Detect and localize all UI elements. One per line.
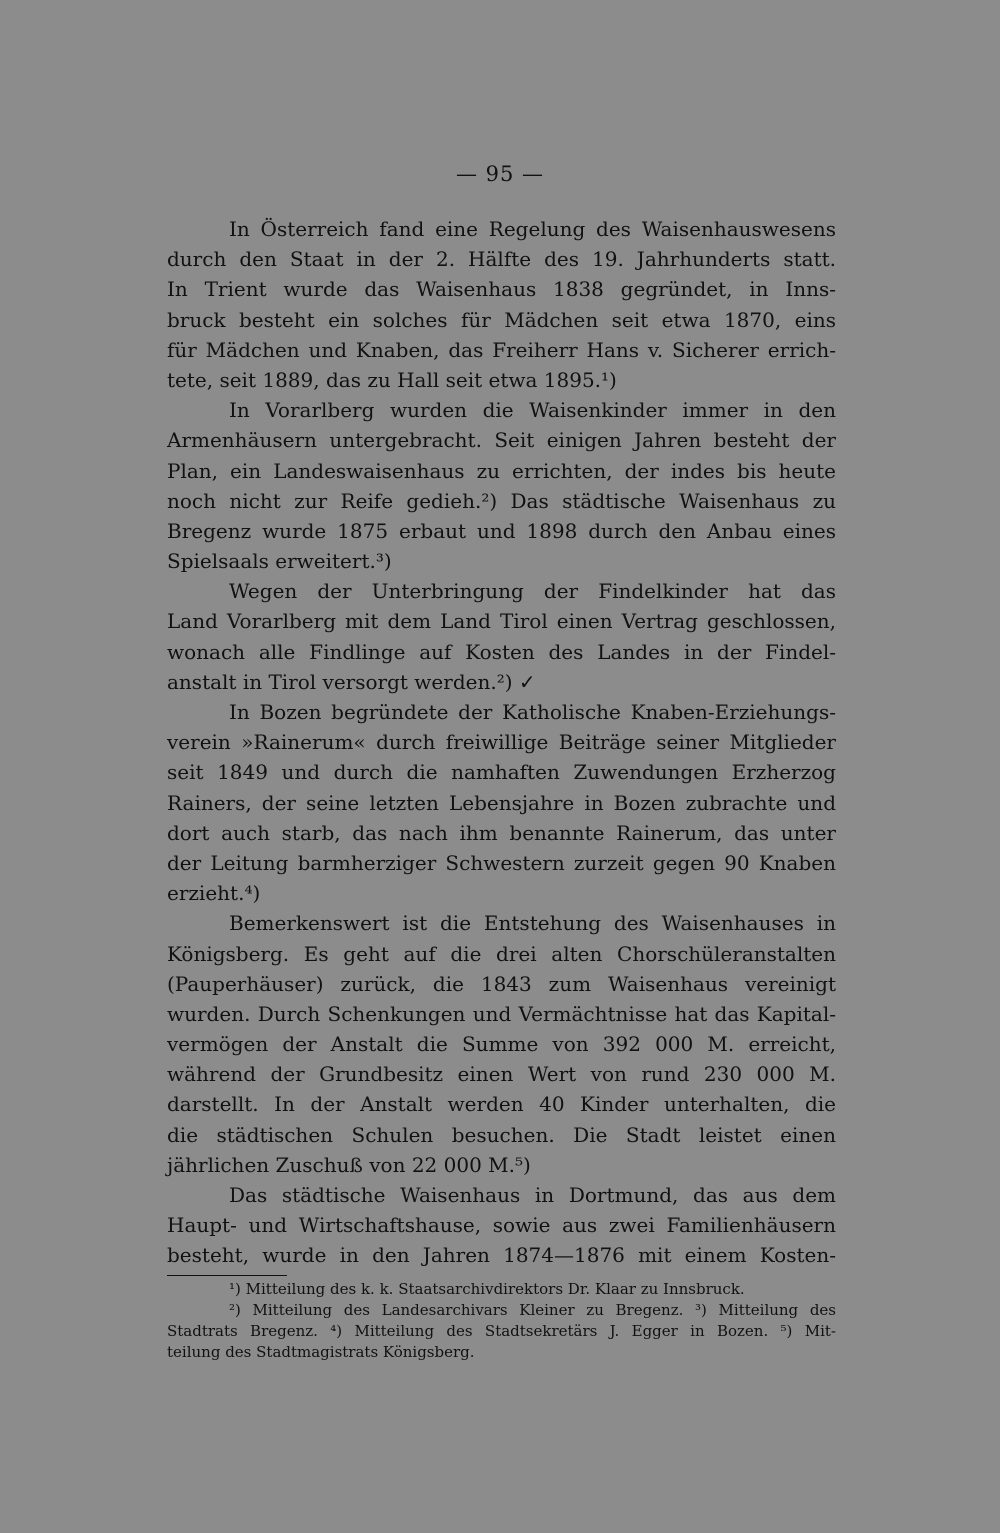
text-line: wonach alle Findlinge auf Kosten des Landes in der Findel- <box>167 639 836 664</box>
text-line: Bregenz wurde 1875 erbaut und 1898 durch den Anbau eines <box>167 518 836 543</box>
page-number: — 95 — <box>455 162 545 186</box>
text-line: die städtischen Schulen besuchen. Die Stadt leistet einen <box>167 1122 836 1147</box>
text-line: wurden. Durch Schenkungen und Vermächtnisse hat das Kapital- <box>167 1001 836 1026</box>
text-line: Haupt- und Wirtschaftshause, sowie aus zwei Familienhäusern <box>167 1213 836 1238</box>
footnote-line: teilung des Stadtmagistrats Königsberg. <box>167 1343 475 1361</box>
text-line: jährlichen Zuschuß von 22 000 M.⁵) <box>167 1152 531 1177</box>
text-line: während der Grundbesitz einen Wert von rund 230 000 M. <box>167 1062 836 1087</box>
text-line: In Bozen begründete der Katholische Knaben-Erziehungs- <box>229 700 836 724</box>
text-line: Plan, ein Landeswaisenhaus zu errichten, der indes bis heute <box>167 458 836 483</box>
text-line: In Österreich fand eine Regelung des Waisenhauswesens <box>229 217 836 241</box>
text-line: verein »Rainerum« durch freiwillige Beiträge seiner Mitglieder <box>167 730 836 755</box>
text-line: Wegen der Unterbringung der Findelkinder hat das <box>229 579 836 604</box>
footnote-rule <box>167 1275 287 1276</box>
text-line: besteht, wurde in den Jahren 1874—1876 mit einem Kosten- <box>167 1243 836 1268</box>
footnote-line: ²) Mitteilung des Landesarchivars Kleiner zu Bregenz. ³) Mitteilung des <box>229 1301 836 1319</box>
text-line: seit 1849 und durch die namhaften Zuwendungen Erzherzog <box>167 760 836 785</box>
footnote-line: Stadtrats Bregenz. ⁴) Mitteilung des Stadtsekretärs J. Egger in Bozen. ⁵) Mit- <box>167 1322 836 1340</box>
text-line: Spielsaals erweitert.³) <box>167 549 392 574</box>
text-line: dort auch starb, das nach ihm benannte Rainerum, das unter <box>167 820 836 845</box>
text-line: noch nicht zur Reife gedieh.²) Das städtische Waisenhaus zu <box>167 488 836 513</box>
body-text <box>167 214 836 1271</box>
text-line: Armenhäusern untergebracht. Seit einigen Jahren besteht der <box>167 428 836 453</box>
text-line: der Leitung barmherziger Schwestern zurzeit gegen 90 Knaben <box>167 850 836 875</box>
text-line: anstalt in Tirol versorgt werden.²) ✓ <box>167 669 536 694</box>
text-line: vermögen der Anstalt die Summe von 392 000 M. erreicht, <box>167 1032 836 1057</box>
text-line: für Mädchen und Knaben, das Freiherr Hans v. Sicherer errich- <box>167 337 836 362</box>
text-line: (Pauperhäuser) zurück, die 1843 zum Waisenhaus vereinigt <box>167 971 836 996</box>
text-line: tete, seit 1889, das zu Hall seit etwa 1895.¹) <box>167 367 617 392</box>
text-line: Rainers, der seine letzten Lebensjahre in Bozen zubrachte und <box>167 790 836 815</box>
text-line: durch den Staat in der 2. Hälfte des 19. Jahrhunderts statt. <box>167 247 836 272</box>
text-line: Königsberg. Es geht auf die drei alten Chorschüleranstalten <box>167 941 836 966</box>
text-line: In Trient wurde das Waisenhaus 1838 gegründet, in Inns- <box>167 277 836 302</box>
footnotes <box>167 1279 836 1363</box>
text-line: Land Vorarlberg mit dem Land Tirol einen Vertrag geschlossen, <box>167 609 836 634</box>
text-line: bruck besteht ein solches für Mädchen seit etwa 1870, eins <box>167 307 836 332</box>
footnote-line: ¹) Mitteilung des k. k. Staatsarchivdirektors Dr. Klaar zu Innsbruck. <box>229 1280 745 1298</box>
text-line: Bemerkenswert ist die Entstehung des Waisenhauses in <box>229 911 836 936</box>
text-line: In Vorarlberg wurden die Waisenkinder immer in den <box>229 398 836 423</box>
text-line: Das städtische Waisenhaus in Dortmund, das aus dem <box>229 1183 836 1207</box>
text-line: darstellt. In der Anstalt werden 40 Kinder unterhalten, die <box>167 1092 836 1117</box>
text-line: erzieht.⁴) <box>167 881 261 906</box>
